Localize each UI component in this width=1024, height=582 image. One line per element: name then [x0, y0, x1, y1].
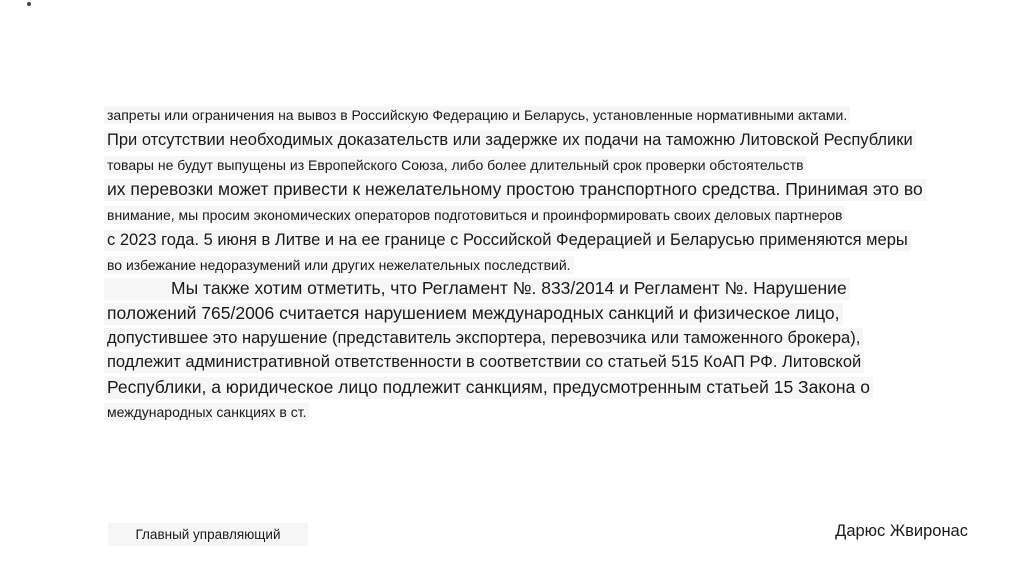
text-line: внимание, мы просим экономических операторов подготовиться и проинформировать своих деловых партнеров: [104, 206, 845, 224]
text-line: с 2023 года. 5 июня в Литве и на ее границе с Российской Федерацией и Беларусью применяются меры: [104, 230, 911, 251]
text-line: товары не будут выпущены из Европейского Союза, либо более длительный срок проверки обстоятельств: [104, 156, 807, 174]
text-line: При отсутствии необходимых доказательств или задержке их подачи на таможню Литовской Республики: [104, 130, 916, 151]
text-line: запреты или ограничения на вывоз в Российскую Федерацию и Беларусь, установленные нормативными актами.: [104, 106, 850, 124]
text-line: положений 765/2006 считается нарушением международных санкций и физическое лицо,: [104, 303, 843, 325]
text-line: во избежание недоразумений или других нежелательных последствий.: [104, 256, 574, 274]
text-line: их перевозки может привести к нежелательному простою транспортного средства. Принимая это во: [104, 179, 926, 201]
signatory-position: Главный управляющий: [108, 523, 308, 546]
text-line: допустившее это нарушение (представитель экспортера, перевозчика или таможенного брокера),: [104, 328, 863, 349]
paragraph-first-line: Мы также хотим отметить, что Регламент №. 833/2014 и Регламент №. Нарушение: [104, 278, 850, 300]
text-line: международных санкциях в ст.: [104, 403, 309, 421]
signatory-name: Дарюс Жвиронас: [835, 522, 968, 540]
text-line: подлежит административной ответственности в соответствии со статьей 515 КоАП РФ. Литовской: [104, 352, 864, 373]
text-line: Республики, а юридическое лицо подлежит санкциям, предусмотренным статьей 15 Закона о: [104, 377, 873, 399]
